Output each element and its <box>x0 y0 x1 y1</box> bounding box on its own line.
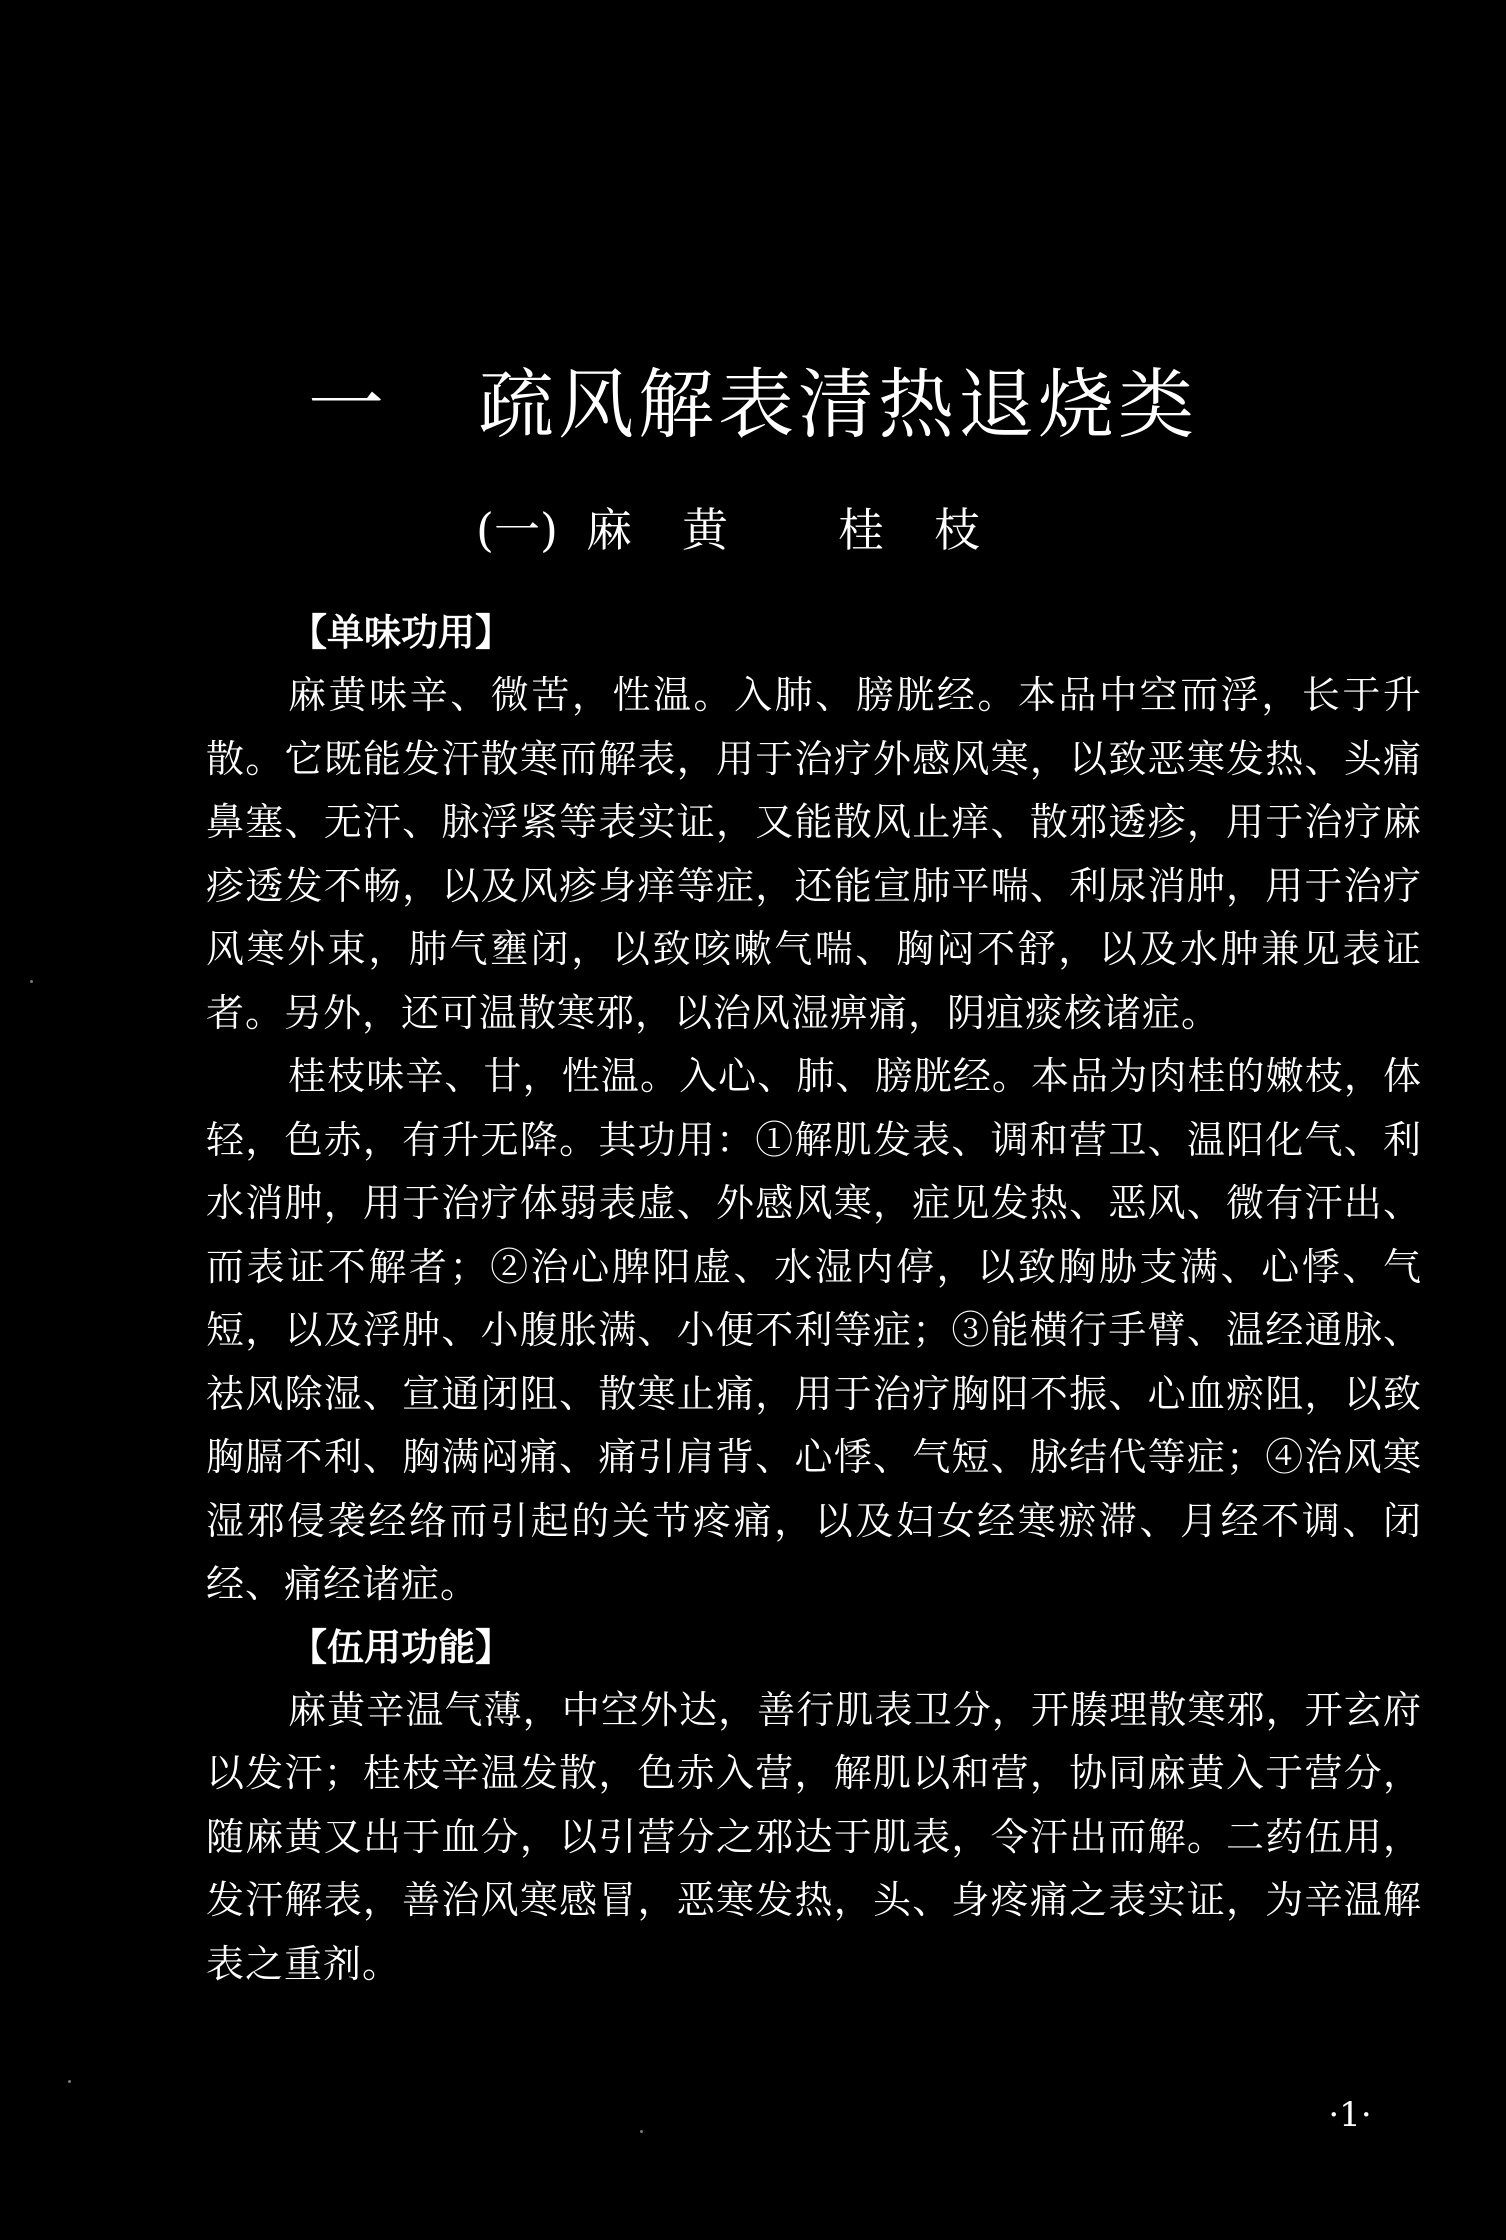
chapter-title <box>0 360 1506 450</box>
main-text <box>206 602 1422 1996</box>
scan-speck <box>640 2130 643 2133</box>
section-prefix: (一) <box>476 503 558 557</box>
herb-name-2: 桂枝 <box>837 503 1030 557</box>
herb-name-1: 麻黄 <box>585 503 778 557</box>
section-heading-combined-function: 【伍用功能】 <box>290 1625 512 1669</box>
section-heading-single-function: 【单味功用】 <box>290 611 512 654</box>
scan-speck <box>30 980 33 983</box>
scan-speck <box>68 2080 71 2083</box>
page-number: ·1· <box>1328 2095 1372 2135</box>
paragraph-guizhi: 桂枝味辛、甘，性温。入心、肺、膀胱经。本品为肉桂的嫩枝，体轻，色赤，有升无降。其功用：①解肌发表、调和营卫、温阳化气、利水消肿，用于治疗体弱表虚、外感风寒，症见发热、恶风、微有汗出、而表证不解者；②治心脾阳虚、水湿内停，以致胸胁支满、心悸、气短，以及浮肿、小腹胀满、小便不利等症；③能横行手臂、温经通脉、祛风除湿、宣通闭阻、散寒止痛，用于治疗胸阳不振、心血瘀阻，以致胸膈不利、胸满闷痛、痛引肩背、心悸、气短、脉结代等症；④治风寒湿邪侵袭经络而引起的关节疼痛，以及妇女经寒瘀滞、月经不调、闭经、痛经诸症。 <box>206 1054 1422 1606</box>
chapter-title-text: 疏风解表清热退烧类 <box>478 360 1198 449</box>
paragraph-mahuang: 麻黄味辛、微苦，性温。入肺、膀胱经。本品中空而浮，长于升散。它既能发汗散寒而解表，用于治疗外感风寒，以致恶寒发热、头痛鼻塞、无汗、脉浮紧等表实证，又能散风止痒、散邪透疹，用于治疗麻疹透发不畅，以及风疹身痒等症，还能宣肺平喘、利尿消肿，用于治疗风寒外束，肺气壅闭，以致咳嗽气喘、胸闷不舒，以及水肿兼见表证者。另外，还可温散寒邪，以治风湿痹痛，阴疽痰核诸症。 <box>206 673 1422 1035</box>
chapter-number: 一 <box>308 360 388 449</box>
section-title <box>0 500 1506 560</box>
paragraph-combination: 麻黄辛温气薄，中空外达，善行肌表卫分，开腠理散寒邪，开玄府以发汗；桂枝辛温发散，色赤入营，解肌以和营，协同麻黄入于营分，随麻黄又出于血分，以引营分之邪达于肌表，令汗出而解。二药伍用，发汗解表，善治风寒感冒，恶寒发热，头、身疼痛之表实证，为辛温解表之重剂。 <box>206 1687 1422 1986</box>
